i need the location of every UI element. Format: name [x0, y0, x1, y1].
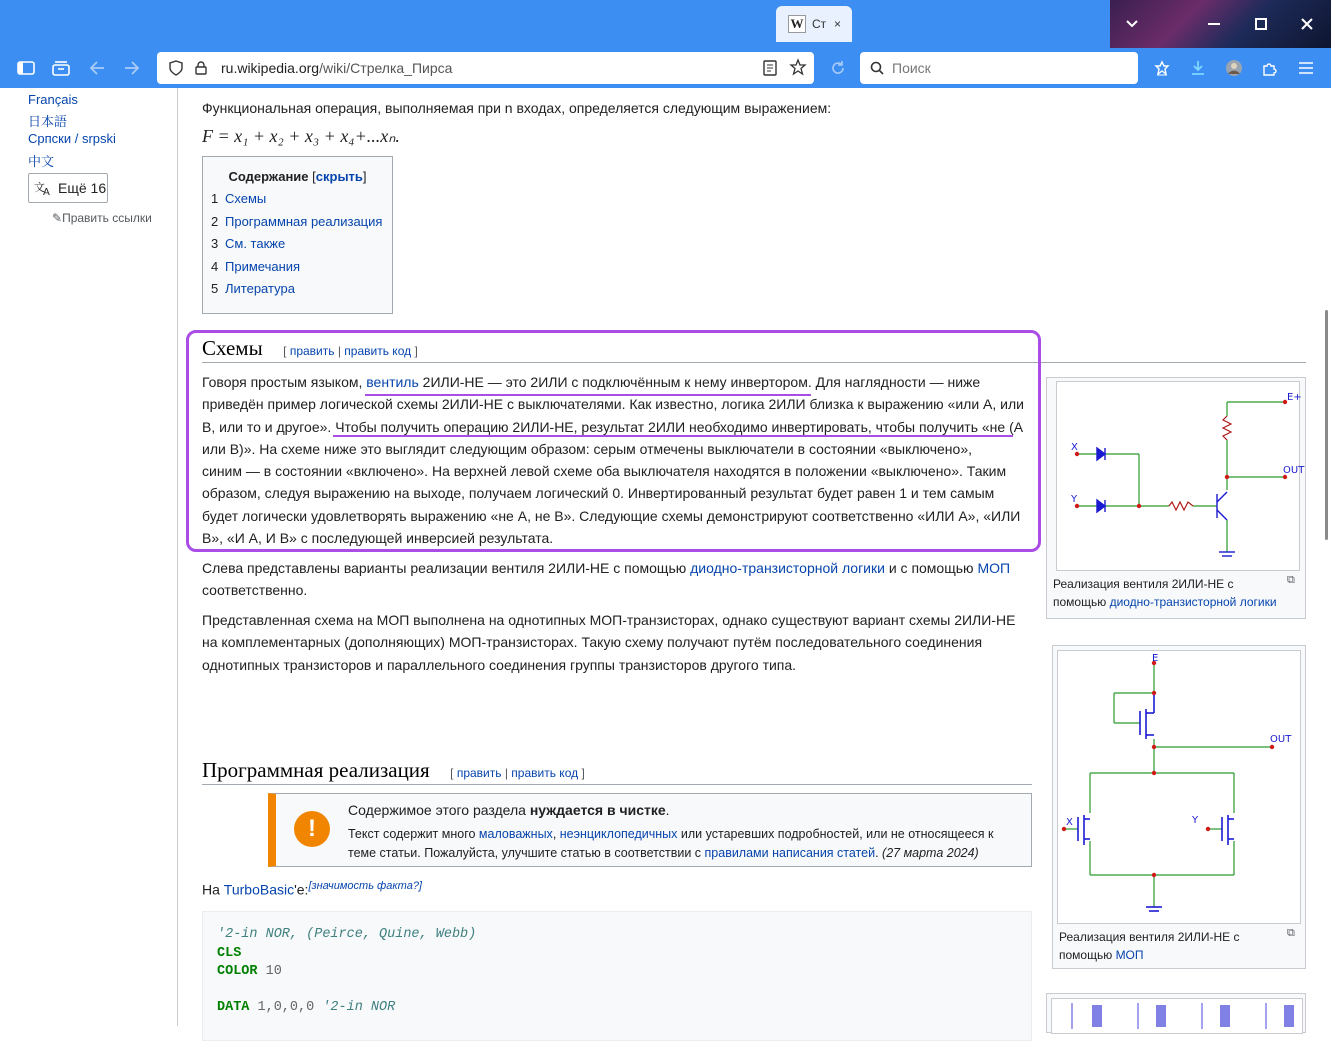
dtl-circuit-diagram[interactable] — [1056, 381, 1305, 571]
cleanup-notice — [268, 793, 1032, 867]
schemes-paragraph-1: Говоря простым языком, вентиль 2ИЛИ-НЕ — это 2ИЛИ с подключённым к нему инвертором. Для наглядности — ниже приведён пример логической схемы 2ИЛИ-НЕ с выключателями. Как известно, логика 2ИЛИ близка к выражению «или А, или В, или то и другое». Чтобы получить операцию 2ИЛИ-НЕ, результат 2ИЛИ необходимо инвертировать, чтобы получить «не (А или В)». На схеме ниже это выглядит следующим образом: серым отмечены выключатели в состоянии «выключено», синим — в состоянии «включено». На верхней левой схеме оба выключателя находятся в положении «выключено». Таким образом, следуя выражению на выходе, получаем логический 0. Инвертированный результат будет равен 1 и тем самым будет логически удовлетворять выражению «не А, не В». Следующие схемы демонстрируют соответственно «ИЛИ А», «ИЛИ В», «И А, И В» с последующей инверсией результата. — [202, 374, 1024, 547]
toc-item[interactable]: 3 См. также — [211, 236, 286, 251]
toc-item[interactable]: 2 Программная реализация — [211, 214, 383, 229]
menu-hamburger-icon[interactable] — [1294, 56, 1318, 80]
svg-text:A: A — [43, 187, 50, 198]
lang-link-serbian[interactable]: Српски / srpski — [28, 131, 116, 146]
dtl-label-e: E+ — [1287, 392, 1302, 403]
shield-icon[interactable] — [169, 60, 183, 76]
tab-list-chevron-icon[interactable] — [1118, 10, 1146, 38]
code-line: CLS — [217, 946, 242, 961]
turbobasic-link[interactable]: TurboBasic — [223, 881, 295, 898]
caption-mos-link[interactable]: МОП — [1115, 948, 1144, 962]
search-placeholder: Поиск — [892, 60, 931, 76]
section-heading-program — [202, 758, 585, 783]
lang-link-chinese[interactable]: 中文 — [28, 154, 55, 169]
dtl-link[interactable]: диодно-транзисторной логики — [690, 560, 885, 576]
pencil-icon: ✎ — [52, 211, 63, 225]
enlarge-icon[interactable]: ⧉ — [1287, 927, 1295, 939]
back-arrow-icon[interactable] — [85, 56, 109, 80]
toc-title: Содержание — [228, 169, 309, 184]
dtl-label-out: OUT — [1283, 465, 1305, 476]
navigation-bar — [0, 48, 1331, 88]
notice-date: (27 марта 2024) — [882, 846, 979, 860]
mos-link[interactable]: МОП — [977, 560, 1011, 576]
edit-links-label: Править ссылки — [62, 211, 152, 225]
svg-text:文: 文 — [34, 181, 45, 194]
maximize-icon[interactable] — [1247, 10, 1275, 38]
schemes-paragraph-3: Представленная схема на МОП выполнена на однотипных МОП-транзисторах, однако существуют вариант схемы 2ИЛИ-НЕ на комплементарных (дополняющих) МОП-транзисторах. Такую схему получают путём последовательного соединения однотипных транзисторов и параллельного соединения группы транзисторов другого типа. — [202, 612, 1016, 673]
tab-groups-icon[interactable] — [49, 56, 73, 80]
toc-item[interactable]: 1 Схемы — [211, 191, 267, 206]
collections-icon[interactable] — [1150, 56, 1174, 80]
tab-title: Ст — [812, 17, 827, 31]
turbobasic-intro: На TurboBasic'е:[значимость факта?] — [202, 880, 422, 898]
title-bar — [0, 0, 1331, 48]
profile-avatar-icon[interactable] — [1222, 56, 1246, 80]
figure-dtl — [1046, 377, 1306, 619]
code-line: DATA 1,0,0,0 '2-in NOR — [217, 1000, 396, 1015]
address-bar[interactable] — [157, 52, 814, 84]
citation-needed-link[interactable]: [значимость факта?] — [308, 880, 422, 892]
nor-formula: F = x₁ + x₂ + x₃ + x₄+...xₙ. — [202, 126, 400, 146]
browser-tab-active[interactable] — [776, 6, 852, 42]
extensions-puzzle-icon[interactable] — [1258, 56, 1282, 80]
lang-link-french[interactable]: Français — [28, 92, 78, 107]
program-edit-links: [ править | править код ] — [450, 766, 585, 780]
schemes-edit-code-link[interactable]: править код — [344, 344, 412, 358]
minor-link[interactable]: маловажных — [478, 827, 553, 841]
program-edit-link[interactable]: править — [456, 766, 502, 780]
section-divider — [202, 784, 1032, 785]
enlarge-icon[interactable]: ⧉ — [1287, 574, 1295, 586]
schemes-edit-link[interactable]: править — [289, 344, 335, 358]
edit-links[interactable] — [52, 211, 152, 225]
download-icon[interactable] — [1186, 56, 1210, 80]
figure-caption: Реализация вентиля 2ИЛИ-НЕ с помощью МОП — [1059, 930, 1240, 962]
page-scrollbar[interactable] — [1323, 88, 1331, 1026]
underline-annotation — [333, 435, 1013, 437]
schemes-heading: Схемы — [202, 336, 263, 360]
reload-icon[interactable] — [826, 56, 850, 80]
translate-icon — [34, 180, 52, 196]
bookmark-star-icon[interactable] — [790, 59, 806, 78]
sidebar-toggle-icon[interactable] — [14, 56, 38, 80]
tab-close-icon[interactable]: × — [834, 17, 842, 31]
code-line: COLOR 10 — [217, 964, 282, 979]
scrollbar-thumb[interactable] — [1325, 310, 1328, 540]
mos-label-e: E — [1152, 653, 1159, 664]
table-of-contents — [202, 156, 393, 314]
unencyclopedic-link[interactable]: неэнциклопедичных — [559, 827, 678, 841]
url-path: /wiki/Стрелка_Пирса — [319, 60, 453, 76]
search-icon — [870, 61, 884, 75]
caption-dtl-link[interactable]: диодно-транзисторной логики — [1109, 595, 1277, 609]
more-languages-label: Ещё 16 — [58, 180, 107, 196]
url-host: ru.wikipedia.org — [221, 60, 320, 76]
gate-link[interactable]: вентиль — [366, 374, 419, 390]
schemes-paragraph-2: Слева представлены варианты реализации вентиля 2ИЛИ-НЕ с помощью диодно-транзисторной логики и с помощью МОП соответственно. — [202, 560, 1011, 599]
figure-caption: Реализация вентиля 2ИЛИ-НЕ с помощью диодно-транзисторной логики — [1053, 577, 1277, 609]
lang-link-japanese[interactable]: 日本語 — [28, 114, 68, 129]
dtl-label-y: Y — [1071, 494, 1078, 505]
toc-item[interactable]: 4 Примечания — [211, 259, 301, 274]
highlight-annotation-box — [186, 330, 1041, 552]
program-heading: Программная реализация — [202, 758, 430, 782]
mos-circuit-diagram[interactable] — [1057, 650, 1301, 924]
close-window-icon[interactable] — [1293, 10, 1321, 38]
left-sidebar — [0, 88, 178, 1026]
figure-switches — [1046, 993, 1306, 1033]
program-edit-code-link[interactable]: править код — [511, 766, 579, 780]
code-line: '2-in NOR, (Peirce, Quine, Webb) — [217, 927, 477, 942]
wikipedia-favicon: W — [788, 15, 806, 33]
switch-diagrams-image[interactable] — [1051, 998, 1303, 1034]
schemes-edit-links: [ править | править код ] — [283, 344, 418, 358]
code-block — [202, 911, 1032, 1041]
mos-label-x: X — [1066, 817, 1073, 828]
search-bar[interactable] — [860, 52, 1138, 84]
mos-label-y: Y — [1192, 815, 1199, 826]
wikipedia-page — [0, 88, 1331, 1026]
mos-label-out: OUT — [1270, 734, 1292, 745]
toc-header: Содержание [скрыть] — [228, 169, 367, 184]
style-rules-link[interactable]: правилами написания статей — [704, 846, 876, 860]
notice-body: Текст содержит много маловажных, неэнциклопедичных или устаревших подробностей, или не относящееся к теме статьи. Пожалуйста, улучшите статью в соответствии с правилами написания статей. (27 марта 2024) — [348, 827, 994, 860]
dtl-label-x: X — [1071, 442, 1078, 453]
notice-title: Содержимое этого раздела нуждается в чистке. — [348, 802, 670, 818]
lock-icon[interactable] — [195, 61, 207, 75]
figure-mos — [1052, 645, 1306, 969]
underline-annotation — [365, 394, 811, 396]
warning-exclamation-icon: ! — [294, 811, 330, 847]
minimize-icon[interactable] — [1200, 10, 1228, 38]
more-languages-button[interactable] — [28, 173, 108, 203]
toc-item[interactable]: 5 Литература — [211, 281, 295, 296]
intro-paragraph: Функциональная операция, выполняемая при n входах, определяется следующим выражением: — [202, 100, 832, 116]
toc-hide-link[interactable]: скрыть — [315, 169, 363, 184]
forward-arrow-icon[interactable] — [120, 56, 144, 80]
reader-view-icon[interactable] — [763, 60, 777, 79]
